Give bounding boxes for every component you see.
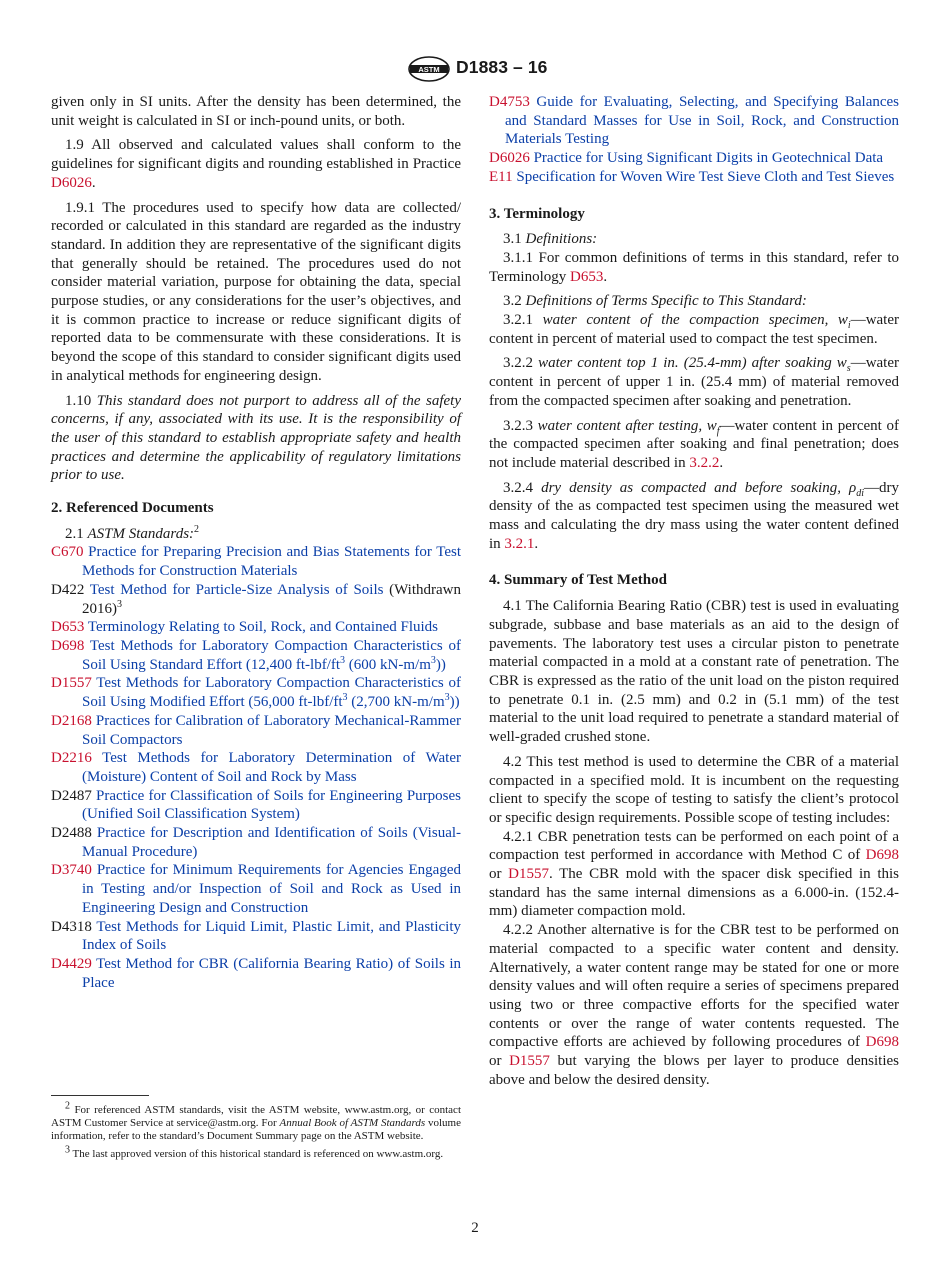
- reference-item[interactable]: D6026 Practice for Using Significant Digits in Geotechnical Data: [489, 150, 884, 167]
- left-column: [51, 93, 461, 992]
- ref-link[interactable]: D698: [865, 847, 899, 864]
- reference-item[interactable]: D653 Terminology Relating to Soil, Rock, and Contained Fluids: [51, 619, 439, 636]
- reference-item[interactable]: D422 Test Method for Particle-Size Analysis of Soils (Withdrawn 2016)$^3$: [51, 581, 462, 617]
- para-4-2-1: 4.2.1 CBR penetration tests can be performed on each point of a compaction test performed in accordance with Method C of D698 or D1557. The CBR mold with the spacer disk specified in this standard has the same internal dimensions as a 6.000-in. (152.4-mm) diameter compaction mold.: [489, 828, 899, 920]
- reference-item[interactable]: D4753 Guide for Evaluating, Selecting, and Specifying Balances and Standard Masses for Use in Soil, Rock, and Construction Materials Testing: [489, 94, 900, 148]
- reference-item[interactable]: D1557 Test Methods for Laboratory Compaction Characteristics of Soil Using Modified Effort (56,000 $ft-lbf/ft^3$ (2,700 $kN-m/m^3$)): [51, 675, 461, 711]
- ref-link[interactable]: 3.2.2: [689, 454, 720, 471]
- reference-item[interactable]: D4429 Test Method for CBR (California Bearing Ratio) of Soils in Place: [51, 955, 461, 991]
- reference-item[interactable]: D2168 Practices for Calibration of Laboratory Mechanical-Rammer Soil Compactors: [51, 712, 462, 748]
- ref-link[interactable]: D653: [570, 268, 604, 285]
- ref-link[interactable]: 3.2.1: [504, 535, 535, 552]
- para-3-2-4: 3.2.4 dry density as compacted and before soaking, $\rho_{di}—dry$ density of the as compacted test specimen using the measured wet mass and calculating the dry mass using the water content defined in 3.2.1.: [489, 479, 900, 552]
- reference-item[interactable]: D3740 Practice for Minimum Requirements for Agencies Engaged in Testing and/or Inspection of Soil and Rock as Used in Engineering Design and Construction: [51, 862, 461, 916]
- section-heading-4: 4. Summary of Test Method: [489, 572, 667, 589]
- para-4-2-2: 4.2.2 Another alternative is for the CBR test to be performed on material compacted to a specific water content and density. Alternatively, a water content range may be stated for one or more density values and will often require a series of specimens prepared using two or three compactive efforts for the specified water contents or over the range of water contents requested. The compactive efforts are achieved by following procedures of D698 or D1557 but varying the blows per layer to produce densities above and below the desired density.: [489, 922, 899, 1088]
- para-4-1: 4.1 The California Bearing Ratio (CBR) test is used in evaluating subgrade, subbase and base materials as an aid to the design of pavements. The laboratory test uses a circular piston to penetrate material compacted in a mold at a constant rate of penetration. The CBR is expressed as the ratio of the unit load on the piston required to penetrate 0.1 in. (2.5 mm) and 0.2 in (5.1 mm) of the test material to the unit load required to penetrate a standard material of well-graded crushed stone.: [489, 598, 899, 746]
- footnotes: [51, 1100, 461, 1165]
- reference-list-continued: [489, 93, 899, 187]
- reference-item[interactable]: E11 Specification for Woven Wire Test Sieve Cloth and Test Sieves: [489, 168, 895, 185]
- reference-item[interactable]: D2487 Practice for Classification of Soils for Engineering Purposes (Unified Soil Classification System): [51, 787, 462, 823]
- reference-item[interactable]: C670 Practice for Preparing Precision and Bias Statements for Test Methods for Construction Materials: [51, 544, 461, 580]
- ref-link[interactable]: D6026: [51, 174, 92, 191]
- para-3-2-2: 3.2.2 water content top 1 in. (25.4-mm) after soaking $w_s—water$ content in percent of upper 1 in. (25.4 mm) of material removed from the compacted specimen after soaking and penetration.: [489, 355, 899, 409]
- astm-logo-icon: [406, 56, 452, 82]
- para-1-10: 1.10 This standard does not purport to address all of the safety concerns, if any, associated with its use. It is the responsibility of the user of this standard to establish appropriate safety and health practices and determine the applicability of regulatory limitations prior to use.: [51, 392, 462, 484]
- footnote-3: $^3$ The last approved version of this historical standard is referenced on www.astm.org.: [65, 1143, 444, 1160]
- section-heading-2: 2. Referenced Documents: [51, 500, 214, 517]
- page-number: 2: [471, 1220, 479, 1236]
- para-continuation: given only in SI units. After the density has been determined, the unit weight is calculated in SI or inch-pound units, or both.: [51, 94, 461, 129]
- reference-item[interactable]: D2216 Test Methods for Laboratory Determination of Water (Moisture) Content of Soil and Rock by Mass: [51, 750, 461, 785]
- para-1-9-1: 1.9.1 The procedures used to specify how data are collected/ recorded or calculated in this standard are regarded as the industry standard. In addition they are representative of the significant digits that generally should be retained. The procedures used do not consider material variation, purpose for obtaining the data, special purpose studies, or any considerations for the user’s objectives, and it is common practice to increase or reduce significant digits of reported data to be commensurate with these considerations. It is beyond the scope of this standard to consider significant digits used in analytical methods for engineering design.: [51, 199, 461, 384]
- reference-item[interactable]: D698 Test Methods for Laboratory Compaction Characteristics of Soil Using Standard Effort (12,400 $ft-lbf/ft^3$ (600 $kN-m/m^3$)): [51, 637, 461, 673]
- ref-link[interactable]: D1557: [509, 1053, 550, 1070]
- para-3-2-3: 3.2.3 water content after testing, $w_f—water$ content in percent of the compacted specimen after soaking and final penetration; does not include material described in 3.2.2.: [489, 417, 899, 471]
- ref-link[interactable]: D698: [865, 1034, 899, 1051]
- para-1-9: 1.9 All observed and calculated values shall conform to the guidelines for significant digits and rounding established in Practice D6026.: [51, 137, 461, 191]
- para-3-2-1: 3.2.1 water content of the compaction specimen, $w_i—water$ content in percent of material used to compact the test specimen.: [489, 312, 899, 347]
- para-3-1-1: 3.1.1 For common definitions of terms in this standard, refer to Terminology D653.: [489, 249, 899, 285]
- page-header: [0, 56, 950, 86]
- ref-link[interactable]: D1557: [508, 866, 549, 883]
- svg-text:ASTM: ASTM: [418, 65, 440, 74]
- para-2-1: 2.1 ASTM Standards:$^2$: [65, 523, 200, 542]
- para-4-2: 4.2 This test method is used to determine the CBR of a material compacted in a specified mold. It is incumbent on the requesting client to specify the scope of testing to satisfy the client’s protocol or specific design requirements. Possible scope of testing includes:: [489, 753, 899, 826]
- footnote-divider: [51, 1095, 149, 1096]
- footnote-2: $^2$ For referenced ASTM standards, visit the ASTM website, www.astm.org, or contact ASTM Customer Service at service@astm.org. For Annual Book of ASTM Standards volume information, refer to the standard’s Document Summary page on the ASTM website.: [51, 1100, 461, 1143]
- para-3-2: 3.2 Definitions of Terms Specific to This Standard:: [503, 293, 807, 310]
- right-column: [489, 93, 899, 1095]
- section-heading-3: 3. Terminology: [489, 205, 585, 222]
- reference-list: [51, 543, 461, 992]
- document-id: D1883 – 16: [456, 57, 548, 77]
- reference-item[interactable]: D4318 Test Methods for Liquid Limit, Plastic Limit, and Plasticity Index of Soils: [51, 918, 462, 954]
- para-3-1: 3.1 Definitions:: [503, 231, 598, 248]
- reference-item[interactable]: D2488 Practice for Description and Identification of Soils (Visual-Manual Procedure): [51, 825, 462, 860]
